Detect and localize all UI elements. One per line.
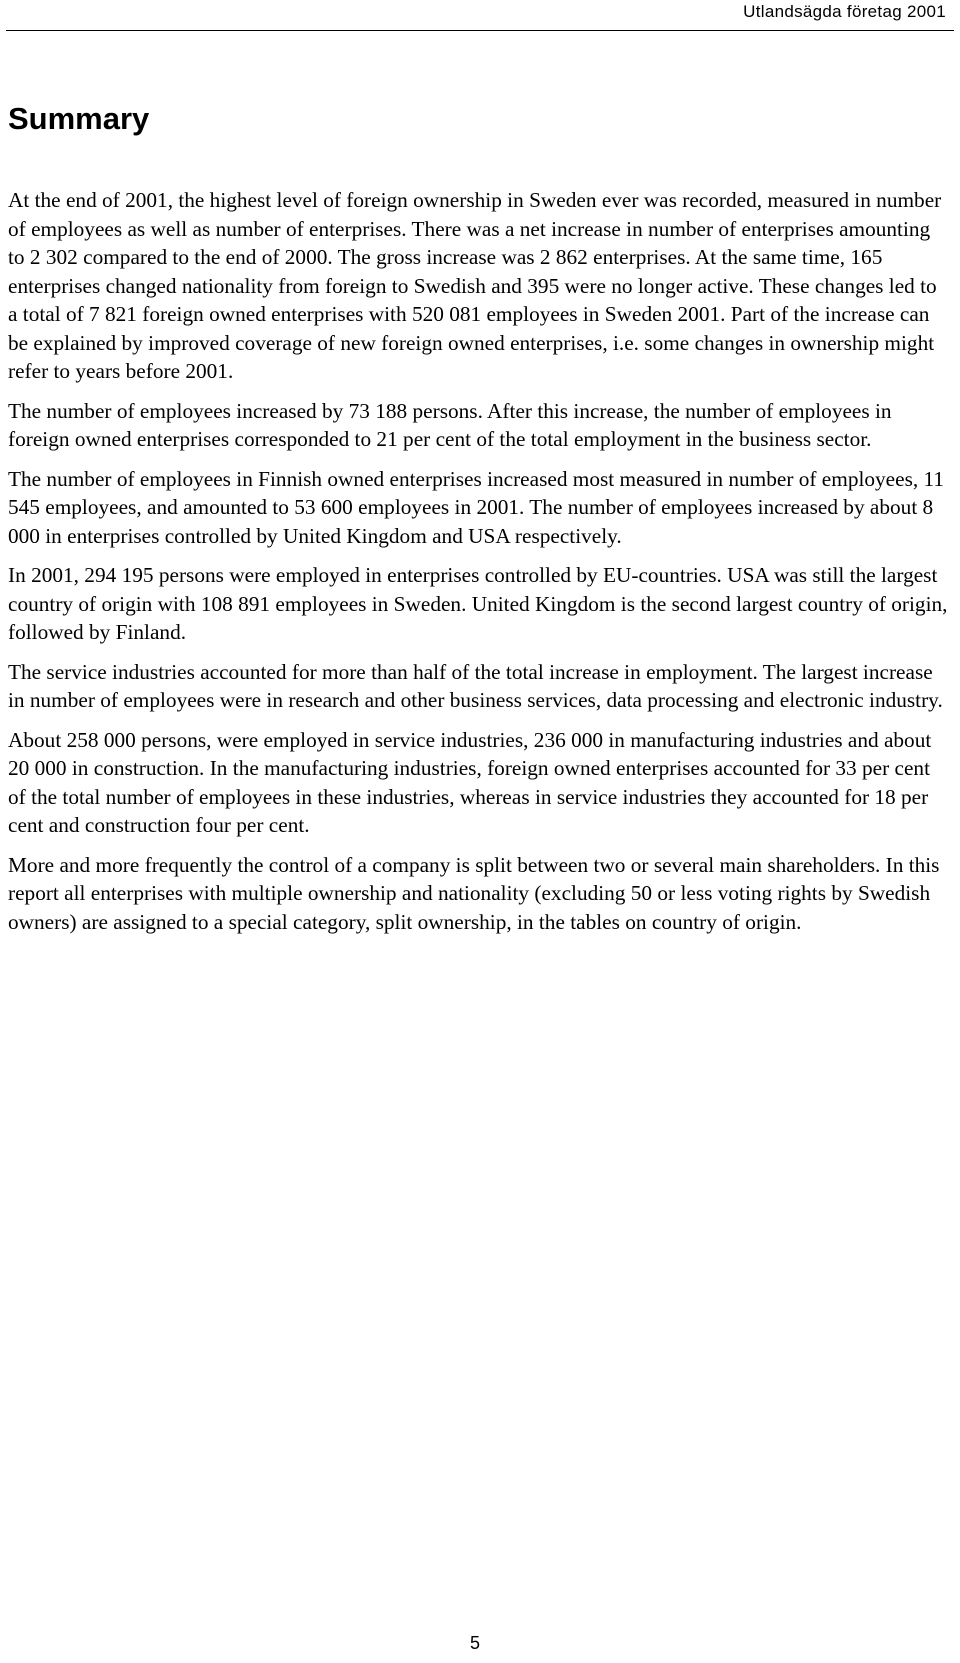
summary-body <box>8 186 950 947</box>
running-header: Utlandsägda företag 2001 <box>743 2 946 21</box>
paragraph-eu-countries: In 2001, 294 195 persons were employed in enterprises controlled by EU-countries. USA was still the largest country of origin with 108 891 employees in Sweden. United Kingdom is the second largest country of origin, followed by Finland. <box>8 563 948 644</box>
page-number: 5 <box>470 1633 481 1653</box>
paragraph-foreign-ownership: At the end of 2001, the highest level of foreign ownership in Sweden ever was recorded, measured in number of employees as well as number of enterprises. There was a net increase in number of enterprises amounting to 2 302 compared to the end of 2000. The gross increase was 2 862 enterprises. At the same time, 165 enterprises changed nationality from foreign to Swedish and 395 were no longer active. These changes led to a total of 7 821 foreign owned enterprises with 520 081 employees in Sweden 2001. Part of the increase can be explained by improved coverage of new foreign owned enterprises, i.e. some changes in ownership might refer to years before 2001. <box>8 188 942 383</box>
paragraph-service-industries: The service industries accounted for more than half of the total increase in employment. The largest increase in number of employees were in research and other business services, data processing and electronic industry. <box>8 659 943 712</box>
page-title: Summary <box>8 101 150 136</box>
paragraph-industry-breakdown: About 258 000 persons, were employed in service industries, 236 000 in manufacturing industries and about 20 000 in construction. In the manufacturing industries, foreign owned enterprises accounted for 33 per cent of the total number of employees in these industries, whereas in service industries they accounted for 18 per cent and construction four per cent. <box>8 727 932 837</box>
header-rule <box>6 30 954 31</box>
paragraph-split-ownership: More and more frequently the control of a company is split between two or several main shareholders. In this report all enterprises with multiple ownership and nationality (excluding 50 or less voting rights by Swedish owners) are assigned to a special category, split ownership, in the tables on country of origin. <box>8 852 940 934</box>
paragraph-employees-increase: The number of employees increased by 73 188 persons. After this increase, the number of employees in foreign owned enterprises corresponded to 21 per cent of the total employment in the business sector. <box>8 398 892 451</box>
paragraph-finnish-owned: The number of employees in Finnish owned enterprises increased most measured in number of employees, 11 545 employees, and amounted to 53 600 employees in 2001. The number of employees increased by about 8 000 in enterprises controlled by United Kingdom and USA respectively. <box>8 466 945 548</box>
